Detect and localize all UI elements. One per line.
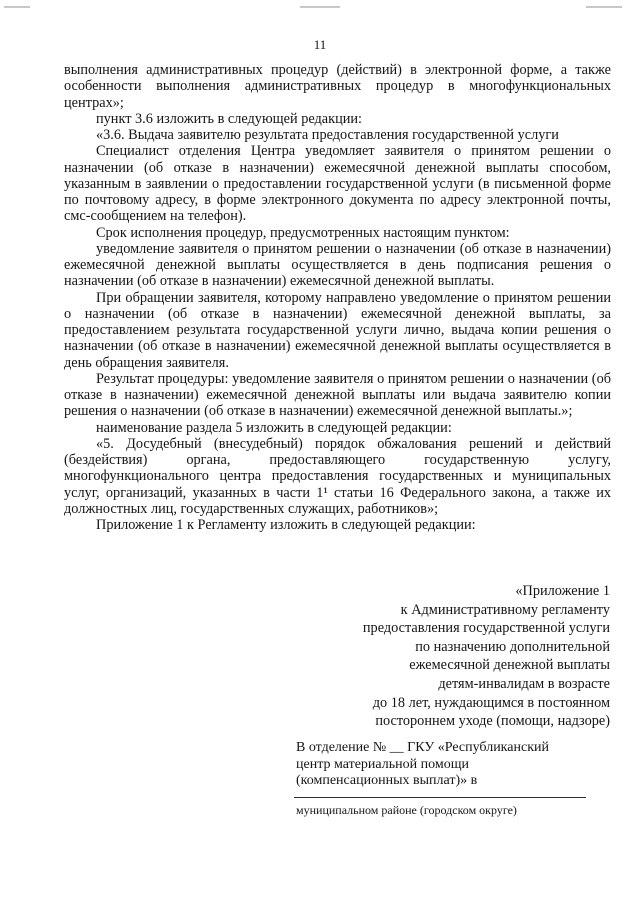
paragraph-notification: Специалист отделения Центра уведомляет заявителя о принятом решении о назначении (об отказе в назначении) ежемесячной денежной выплаты способом, указанным в заявлении о предоставлении государственной услуги (в письменной форме по почтовому адресу, в форме электронного документа по адресу электронной почты, смс-сообщением на телефон).: [64, 143, 611, 225]
scan-artifact-right: [586, 6, 622, 8]
paragraph-procedure-result: Результат процедуры: уведомление заявителя о принятом решении о назначении (об отказе в назначении) ежемесячной денежной выплаты или выдача заявителю копии решения о назначении (об отказе в назначении) ежемесячной денежной выплаты.»;: [64, 370, 611, 420]
scan-artifact-center: [300, 6, 340, 8]
scan-artifact-left: [4, 6, 30, 8]
appendix-line: к Административному регламенту: [400, 601, 610, 618]
paragraph-deadline: Срок исполнения процедур, предусмотренных настоящим пунктом:: [96, 224, 510, 241]
address-line: центр материальной помощи: [296, 756, 469, 772]
address-line: В отделение № __ ГКУ «Республиканский: [296, 740, 549, 755]
address-line: (компенсационных выплат)» в: [296, 773, 478, 788]
paragraph-section-3-6-title: «3.6. Выдача заявителю результата предоставления государственной услуги: [96, 127, 559, 143]
appendix-line: постороннем уходе (помощи, надзоре): [375, 713, 610, 730]
appendix-line: до 18 лет, нуждающимся в постоянном: [372, 694, 610, 711]
appendix-header: [310, 582, 610, 731]
appendix-line: по назначению дополнительной: [415, 638, 610, 655]
paragraph-copy-issuance: При обращении заявителя, которому направлено уведомление о принятом решении о назначении (об отказе в назначении) ежемесячной денежной выплаты, за предоставлением результата государственной услуги лично, выдача копии решения о назначении (об отказе в назначении) ежемесячной денежной выплаты осуществляется в день обращения заявителя.: [64, 289, 611, 371]
appendix-line: «Приложение 1: [515, 583, 610, 599]
paragraph-section-5-title: «5. Досудебный (внесудебный) порядок обжалования решений и действий (бездействия) органа, предоставляющего государственную услугу, многофункционального центра предоставления государственных и муниципальных услуг, организаций, указанных в части 1¹ статьи 16 Федерального закона, а также их должностных лиц, государственных служащих, работников»;: [64, 435, 611, 517]
fill-in-line-caption: муниципальном районе (городском округе): [296, 803, 517, 817]
paragraph-appendix-amendment: Приложение 1 к Регламенту изложить в следующей редакции:: [96, 517, 476, 533]
paragraph-continuation: выполнения административных процедур (действий) в электронной форме, а также особенности выполнения административных процедур в многофункциональных центрах»;: [64, 62, 611, 111]
page-number: 11: [313, 37, 327, 52]
paragraph-section-5-amendment: наименование раздела 5 изложить в следующей редакции:: [96, 419, 452, 436]
address-block: [296, 740, 596, 790]
appendix-line: детям-инвалидам в возрасте: [438, 675, 610, 692]
paragraph-notification-timing: уведомление заявителя о принятом решении о назначении (об отказе в назначении) ежемесячной денежной выплаты осуществляется в день подписания решения о назначении (об отказе в назначении) ежемесячной денежной выплаты.: [64, 240, 611, 290]
appendix-line: предоставления государственной услуги: [362, 620, 610, 637]
paragraph-amendment-3-6: пункт 3.6 изложить в следующей редакции:: [96, 110, 363, 127]
appendix-line: ежемесячной денежной выплаты: [409, 657, 610, 674]
fill-in-line: [294, 797, 586, 798]
document-body: [64, 62, 611, 533]
